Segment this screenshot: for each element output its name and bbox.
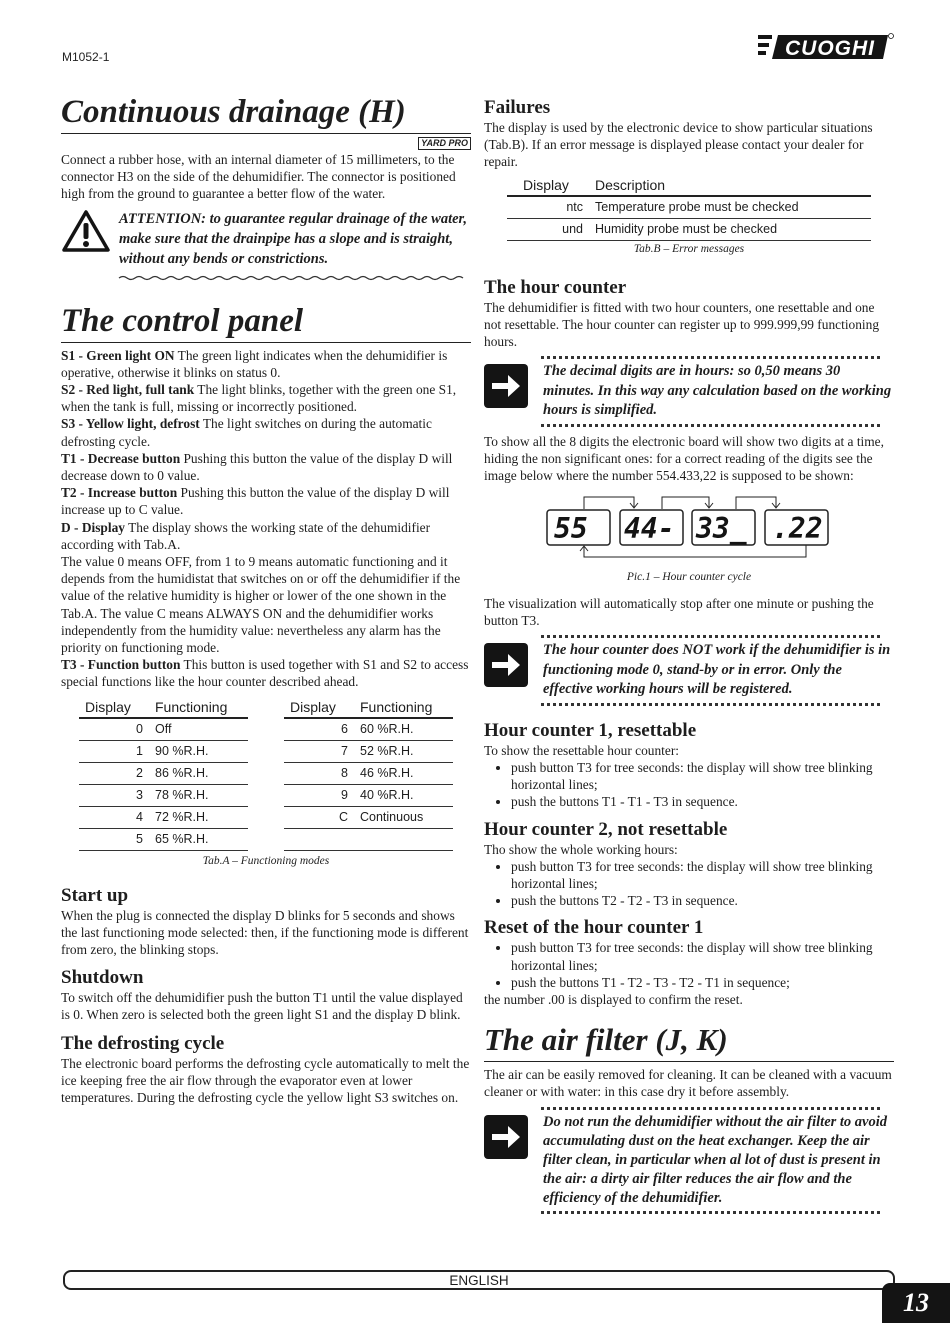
attention-box <box>61 209 471 269</box>
arrow-right-icon <box>484 1115 528 1159</box>
model-tag: YARD PRO <box>61 137 471 151</box>
footer-language-bar: ENGLISH <box>63 1270 895 1290</box>
reset-title: Reset of the hour counter 1 <box>484 917 704 939</box>
definition-s3: S3 - Yellow light, defrost The light switches on during the automatic defrosting cycle. <box>61 416 432 449</box>
arrow-right-icon <box>484 643 528 687</box>
control-panel-title: The control panel <box>61 301 471 343</box>
failures-title: Failures <box>484 97 551 118</box>
pic-caption: Pic.1 – Hour counter cycle <box>626 570 752 583</box>
hc1-intro: To show the resettable hour counter: <box>484 742 680 758</box>
warning-icon <box>61 209 111 253</box>
attention-text: ATTENTION: to guarantee regular drainage of the water, make sure that the drainpipe has a slope and is straight, without any bends or constrictions. <box>119 210 468 267</box>
defrost-title: The defrosting cycle <box>61 1032 225 1054</box>
display-digits: 44- <box>624 511 675 545</box>
reset-outro: the number .00 is displayed to confirm the reset. <box>484 992 743 1008</box>
drainage-text: Connect a rubber hose, with an internal diameter of 15 millimeters, to the connector H3 on the side of the dehumidifier. The connector is positioned high from the ground to guarantee a better flow of the water. <box>61 152 456 202</box>
display-digits: 33_ <box>696 511 747 545</box>
defrost-text: The electronic board performs the defrosting cycle automatically to melt the ice keeping free the air flow through the evaporator even at lower temperatures. During the defrosting cycle the yellow light S3 switches on. <box>61 1055 470 1106</box>
list-item: • push button T3 for tree seconds: the display will show tree blinking horizontal lines; <box>511 939 894 973</box>
list-item: • push the buttons T1 - T1 - T3 in sequence. <box>511 793 894 810</box>
hc1-list <box>484 759 894 811</box>
list-item: • push button T3 for tree seconds: the display will show tree blinking horizontal lines; <box>511 759 894 793</box>
note-hour-counter <box>484 635 894 706</box>
hc2-intro: Tho show the whole working hours: <box>484 841 678 857</box>
panel-paragraph: The value 0 means OFF, from 1 to 9 means automatic functioning and it depends from the humidistat that switches on or off the dehumidifier if the value of the relative humidity is higher or lower of the one shown in the Tab.A. The value C means ALWAYS ON and the dehumidifier works independently from the humidity value: nevertheless any alarm has the priority on functioning mode. <box>61 554 461 656</box>
tab-b-caption: Tab.B – Error messages <box>633 242 745 255</box>
table-row <box>284 828 453 850</box>
display-digits: 55 <box>554 511 588 545</box>
page-number: 13 <box>882 1283 950 1323</box>
hour-counter-text: The dehumidifier is fitted with two hour counters, one resettable and one not resettable. The hour counter can register up to 999.999,99 functioning hours. <box>484 299 880 350</box>
hour-counter-title: The hour counter <box>484 276 627 298</box>
wavy-divider <box>61 274 471 282</box>
drainage-title: Continuous drainage (H) <box>61 92 471 134</box>
startup-title: Start up <box>61 884 129 906</box>
hour-counter-text2: To show all the 8 digits the electronic board will show two digits at a time, hiding the non significant ones: for a correct reading of the digits see the image below where the number 554.433,22 is supposed to be shown: <box>484 434 884 484</box>
table-row: 3 78 %R.H. <box>79 784 248 806</box>
hour-counter-figure <box>544 487 834 567</box>
list-item: • push the buttons T1 - T2 - T3 - T2 - T1 in sequence; <box>511 974 894 991</box>
note-air-filter-text: Do not run the dehumidifier without the air filter to avoid accumulating dust on the heat exchanger. Keep the air filter clean, in particular when al lot of dust is present in the air: a dirty air filter reduces the air flow and the efficiency of the dehumidifier. <box>543 1113 888 1206</box>
table-row: und Humidity probe must be checked <box>507 218 871 240</box>
tab-a-right: Display Functioning 6 60 %R.H. 7 52 %R.H. 8 46 %R.H. 9 40 %R.H. C Continuous <box>284 697 453 851</box>
air-filter-title: The air filter (J, K) <box>484 1020 894 1062</box>
air-filter-text: The air can be easily removed for cleaning. It can be cleaned with a vacuum cleaner or with water: in this case dry it before assembly. <box>484 1067 892 1100</box>
brand-logo <box>758 31 894 63</box>
table-row: 5 65 %R.H. <box>79 828 248 850</box>
tab-b: Display Description ntc Temperature probe must be checked und Humidity probe must be checked <box>507 175 871 241</box>
reset-list <box>484 939 894 991</box>
hc2-title: Hour counter 2, not resettable <box>484 818 728 840</box>
table-row: 2 86 %R.H. <box>79 762 248 784</box>
definition-s2: S2 - Red light, full tank The light blinks, together with the green one S1, when the tank is full, missing or incorrectly positioned. <box>61 382 457 415</box>
table-row: 1 90 %R.H. <box>79 740 248 762</box>
definition-d: D - Display The display shows the working state of the dehumidifier according with Tab.A. <box>61 519 431 552</box>
panel-definitions <box>61 347 471 691</box>
display-digits: .22 <box>772 511 823 545</box>
table-row: 4 72 %R.H. <box>79 806 248 828</box>
table-row: 0 Off <box>79 718 248 741</box>
list-item: • push the buttons T2 - T2 - T3 in sequence. <box>511 892 894 909</box>
table-row: 6 60 %R.H. <box>284 718 453 741</box>
shutdown-title: Shutdown <box>61 967 144 989</box>
note-decimal-text: The decimal digits are in hours: so 0,50 means 30 minutes. In this way any calculation based on the working hours is simplified. <box>543 363 892 419</box>
hour-counter-text3: The visualization will automatically stop after one minute or pushing the button T3. <box>484 595 874 628</box>
failures-text: The display is used by the electronic device to show particular situations (Tab.B). If an error message is displayed please contact your dealer for repair. <box>484 120 873 170</box>
note-air-filter <box>484 1107 894 1214</box>
tab-a <box>61 691 471 851</box>
definition-t3: T3 - Function button This button is used together with S1 and S2 to access special functions like the hour counter described ahead. <box>61 657 469 690</box>
table-row: 9 40 %R.H. <box>284 784 453 806</box>
note-hour-counter-text: The hour counter does NOT work if the dehumidifier is in functioning mode 0, stand-by or in error. Only the effective working hours will be registered. <box>543 642 891 698</box>
table-row: 8 46 %R.H. <box>284 762 453 784</box>
table-row: C Continuous <box>284 806 453 828</box>
svg-text:CUOGHI: CUOGHI <box>785 37 875 60</box>
arrow-right-icon <box>484 364 528 408</box>
startup-text: When the plug is connected the display D blinks for 5 seconds and shows the last functioning mode selected: then, if the functioning mode is different from zero, the blinking stops. <box>61 907 469 958</box>
shutdown-text: To switch off the dehumidifier push the button T1 until the value displayed is 0. When zero is selected both the green light S1 and the display D blink. <box>61 990 463 1023</box>
table-row: 7 52 %R.H. <box>284 740 453 762</box>
note-decimal <box>484 356 894 427</box>
tab-a-left: Display Functioning 0 Off 1 90 %R.H. 2 86 %R.H. 3 78 %R.H. 4 72 %R.H. 5 65 %R.H. <box>79 697 248 851</box>
hc2-list <box>484 858 894 910</box>
definition-t1: T1 - Decrease button Pushing this button the value of the display D will decrease down to 0 value. <box>61 450 453 484</box>
hc1-title: Hour counter 1, resettable <box>484 719 697 741</box>
definition-s1: S1 - Green light ON The green light indicates when the dehumidifier is operative, otherwise it blinks on status 0. <box>61 347 448 380</box>
table-row: ntc Temperature probe must be checked <box>507 196 871 219</box>
tab-a-caption: Tab.A – Functioning modes <box>202 854 330 867</box>
left-column <box>61 92 471 1106</box>
document-code: M1052-1 <box>62 50 110 64</box>
definition-t2: T2 - Increase button Pushing this button the value of the display D will increase up to C value. <box>61 485 450 518</box>
list-item: • push button T3 for tree seconds: the display will show tree blinking horizontal lines; <box>511 858 894 892</box>
right-column <box>484 97 894 1220</box>
